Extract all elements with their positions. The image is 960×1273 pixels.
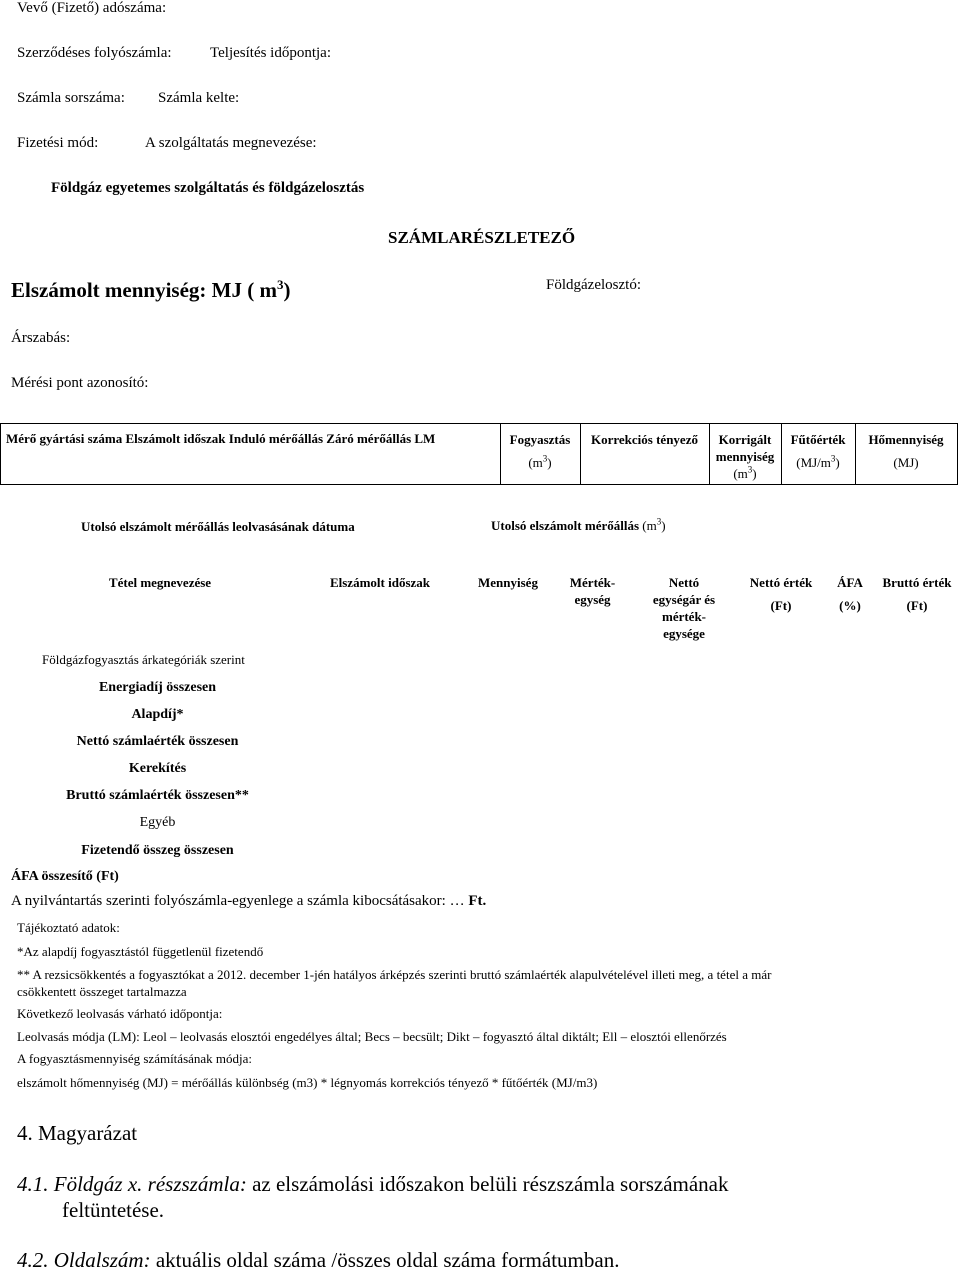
explanation-heading: 4. Magyarázat	[17, 1121, 138, 1145]
balance-line: A nyilvántartás szerinti folyószámla-egyenlege a számla kibocsátásakor: … Ft.	[11, 893, 487, 909]
correction-header: Korrekciós tényező	[591, 432, 698, 447]
item-name-header: Tétel megnevezése	[108, 575, 212, 590]
note-reduction-line1: ** A rezsicsökkentés a fogyasztókat a 2012. december 1-jén hatályos árképzés szerinti bruttó számlaérték alapulvételével illeti meg, a tétel a már	[17, 967, 772, 982]
quantity-header: Mennyiség	[478, 575, 538, 590]
row-category: Földgázfogyasztás árkategóriák szerint	[42, 652, 245, 667]
vat-summary-label: ÁFA összesítő (Ft)	[11, 869, 119, 884]
formula-text: elszámolt hőmennyiség (MJ) = mérőállás különbség (m3) * légnyomás korrekciós tényező * fűtőérték (MJ/m3)	[17, 1075, 598, 1090]
net-unit-price-header: Nettó egységár és mérték- egysége	[652, 575, 716, 641]
row-base-fee: Alapdíj*	[131, 707, 184, 722]
unit-header: Mérték- egység	[569, 575, 616, 607]
service-name-label: A szolgáltatás megnevezése:	[145, 135, 317, 151]
heat-quantity-header: Hőmennyiség (MJ)	[868, 432, 944, 470]
next-reading-label: Következő leolvasás várható időpontja:	[17, 1006, 223, 1021]
row-gross-total: Bruttó számlaérték összesen**	[66, 788, 249, 803]
corrected-quantity-header: Korrigált mennyiség $(m^3)$	[715, 432, 775, 481]
info-title: Tájékoztató adatok:	[17, 920, 120, 935]
last-reading-value-label: Utolsó elszámolt mérőállás $(m^3)$	[491, 516, 666, 533]
calc-method-label: A fogyasztásmennyiség számításának módja:	[17, 1051, 253, 1066]
explanation-item-1-cont: feltüntetése.	[62, 1198, 165, 1222]
row-payable-total: Fizetendő összeg összesen	[81, 843, 234, 858]
note-base-fee: *Az alapdíj fogyasztástól függetlenül fizetendő	[17, 944, 264, 959]
gross-value-header: Bruttó érték (Ft)	[882, 575, 952, 613]
meter-headers: Mérő gyártási száma Elszámolt időszak Induló mérőállás Záró mérőállás LM	[6, 431, 436, 446]
payment-method-label: Fizetési mód:	[17, 135, 99, 151]
details-title: SZÁMLARÉSZLETEZŐ	[388, 228, 576, 247]
invoice-number-label: Számla sorszáma:	[17, 90, 125, 106]
service-title: Földgáz egyetemes szolgáltatás és földgázelosztás	[51, 180, 365, 196]
consumption-header: Fogyasztás $(m^3)$	[509, 432, 571, 470]
invoice-date-label: Számla kelte:	[158, 90, 240, 106]
distributor-label: Földgázelosztó:	[546, 277, 641, 293]
pricing-label: Árszabás:	[11, 330, 71, 346]
meter-point-label: Mérési pont azonosító:	[11, 375, 149, 391]
performance-date-label: Teljesítés időpontja:	[210, 45, 332, 61]
contract-account-label: Szerződéses folyószámla:	[17, 45, 172, 61]
vat-header: ÁFA (%)	[837, 575, 863, 613]
reading-mode-text: Leolvasás módja (LM): Leol – leolvasás elosztói engedélyes által; Becs – becsült; Dikt – fogyasztó által diktált; Ell – elosztói ellenőrzés	[17, 1029, 727, 1044]
net-value-header: Nettó érték (Ft)	[749, 575, 813, 613]
explanation-item-1: 4.1. Földgáz x. részszámla: az elszámolási időszakon belüli részszámla sorszámának	[17, 1172, 729, 1196]
heating-value-header: Fűtőérték $(MJ/m^3)$	[790, 432, 846, 470]
settled-quantity-title: Elszámolt mennyiség: MJ ( $m^3$)	[11, 277, 291, 302]
note-reduction-line2: csökkentett összeget tartalmazza	[17, 984, 187, 999]
row-rounding: Kerekítés	[128, 761, 187, 776]
row-energy-fee: Energiadíj összesen	[98, 680, 217, 695]
row-other: Egyéb	[139, 815, 176, 830]
row-net-total: Nettó számlaérték összesen	[76, 734, 239, 749]
explanation-item-2: 4.2. Oldalszám: aktuális oldal száma /összes oldal száma formátumban.	[17, 1248, 620, 1272]
buyer-tax-label: Vevő (Fizető) adószáma:	[17, 0, 167, 16]
last-reading-date-label: Utolsó elszámolt mérőállás leolvasásának dátuma	[81, 519, 355, 534]
meter-table	[0, 423, 958, 485]
period-header: Elszámolt időszak	[329, 575, 431, 590]
